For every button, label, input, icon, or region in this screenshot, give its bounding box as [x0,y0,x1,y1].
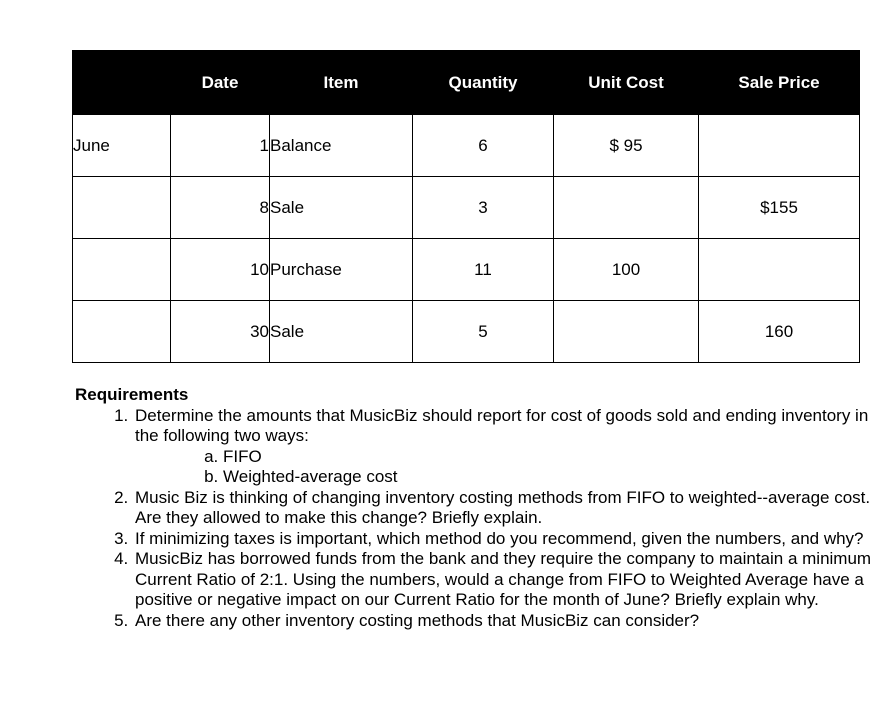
requirement-item [133,529,875,550]
requirement-item [133,406,875,488]
cell-quantity: 6 [413,115,554,177]
header-sale-price: Sale Price [699,51,860,115]
header-quantity: Quantity [413,51,554,115]
cell-quantity: 11 [413,239,554,301]
requirement-item [133,549,875,611]
requirement-text: If minimizing taxes is important, which method do you recommend, given the numbers, and why? [135,528,864,548]
requirement-item [133,488,875,529]
table-row [73,239,860,301]
cell-date: 10 [171,239,270,301]
requirement-text: Music Biz is thinking of changing inventory costing methods from FIFO to weighted--average cost. Are they allowed to make this change? Briefly explain. [135,487,871,527]
inventory-table [72,50,860,363]
cell-unit-cost [554,177,699,239]
requirement-subitem: b. Weighted-average cost [223,467,875,488]
cell-date: 1 [171,115,270,177]
table-body [73,115,860,363]
cell-item: Purchase [270,239,413,301]
requirement-item [133,611,875,632]
table-header [73,51,860,115]
cell-sale-price [699,239,860,301]
requirement-subitem: a. FIFO [223,447,875,468]
requirement-text: Are there any other inventory costing methods that MusicBiz can consider? [135,610,700,630]
header-item: Item [270,51,413,115]
cell-item: Sale [270,301,413,363]
header-row [73,51,860,115]
cell-month [73,301,171,363]
cell-month [73,239,171,301]
cell-date: 8 [171,177,270,239]
table-row [73,177,860,239]
requirement-text: Determine the amounts that MusicBiz should report for cost of goods sold and ending inventory in the following two ways: [135,405,869,445]
cell-month [73,177,171,239]
cell-item: Sale [270,177,413,239]
cell-quantity: 3 [413,177,554,239]
cell-unit-cost [554,301,699,363]
cell-sale-price [699,115,860,177]
cell-month: June [73,115,171,177]
header-blank [73,51,171,115]
cell-quantity: 5 [413,301,554,363]
cell-unit-cost: 100 [554,239,699,301]
requirements-section [75,385,875,631]
cell-sale-price: 160 [699,301,860,363]
requirements-title: Requirements [75,385,189,404]
header-date: Date [171,51,270,115]
cell-unit-cost: $ 95 [554,115,699,177]
table-row [73,301,860,363]
cell-sale-price: $155 [699,177,860,239]
cell-date: 30 [171,301,270,363]
requirement-text: MusicBiz has borrowed funds from the bank and they require the company to maintain a minimum Current Ratio of 2:1. Using the numbers, would a change from FIFO to Weighted Average have a positive or negative impact on our Current Ratio for the month of June? Briefly explain why. [135,549,872,609]
requirements-list [75,406,875,632]
cell-item: Balance [270,115,413,177]
table-row [73,115,860,177]
requirement-sublist [135,447,875,488]
header-unit-cost: Unit Cost [554,51,699,115]
